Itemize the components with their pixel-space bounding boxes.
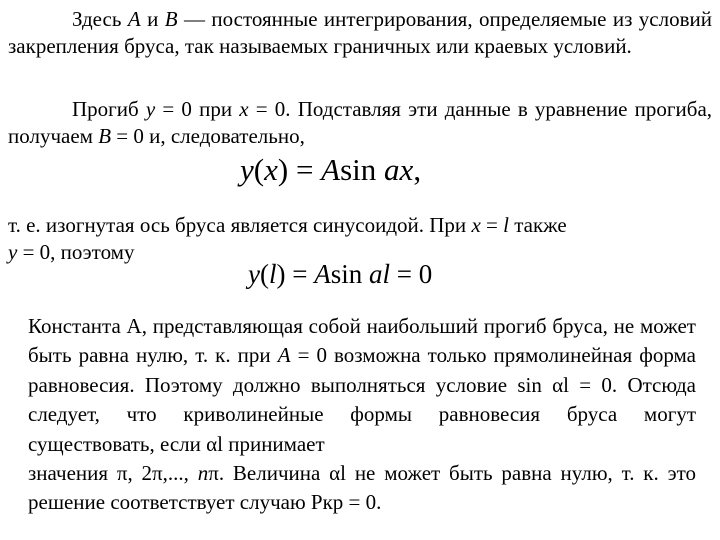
paragraph-constant-a: Константа А, представляющая собой наибольший прогиб бруса, не может быть равна нулю, т. к. при A = 0 возможна только прямолинейная форма равновесия. Поэтому должно выполняться условие sin αl = 0. Отсюда следует, что криволинейные формы равновесия бруса могут существовать, если αl принимает значения π, 2π,..., nπ. Величина αl не может быть равна нулю, т. к. это решение соответствует случаю Ркр = 0. xyxy=(28,314,696,515)
paragraph-sinusoid: т. е. изогнутая ось бруса является синусоидой. При x = l также y = 0, поэтому xyxy=(8,213,567,264)
paragraph-deflection: Прогиб y = 0 при x = 0. Подставляя эти данные в уравнение прогиба, получаем B = 0 и, следовательно, xyxy=(8,97,713,148)
equation-sinusoid: y(x) = Asin ax, xyxy=(240,152,422,187)
paragraph-constants: Здесь A и B — постоянные интегрирования, определяемые из условий закрепления бруса, так называемых граничных или краевых условий. xyxy=(8,7,713,58)
equation-boundary: y(l) = Asin al = 0 xyxy=(248,259,433,289)
